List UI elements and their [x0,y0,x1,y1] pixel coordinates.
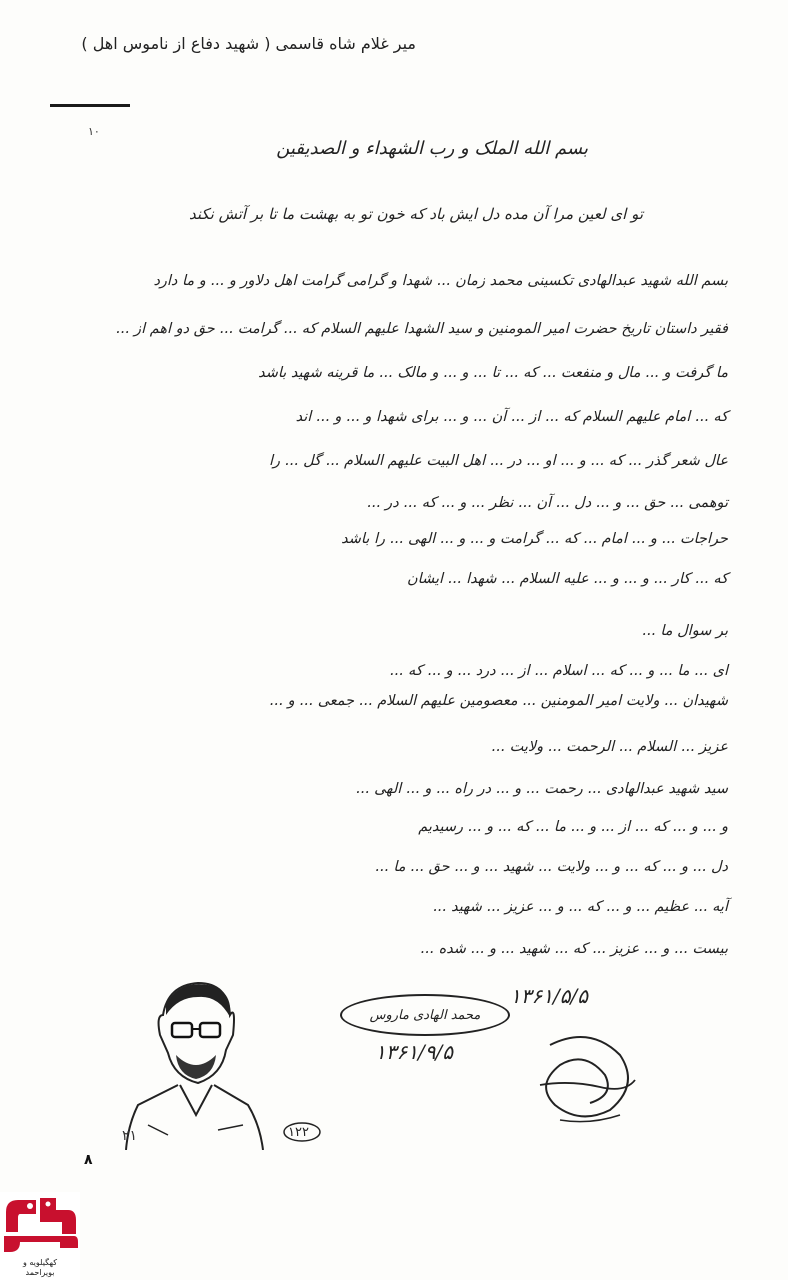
signature-date-top: ۱۳۶۱/۵/۵ [510,984,588,1008]
document-number-text: ۱۲۲ [288,1125,309,1140]
letter-line: دل ... و ... که ... و ... ولایت ... شهید ... و ... حق ... ما ... [374,859,728,875]
signature-name: محمد الهادی ماروس [369,1007,481,1023]
portrait-sketch [118,975,268,1150]
letter-line: ای ... ما ... و ... که ... اسلام ... از ... درد ... و ... که ... [389,663,728,679]
signature-date-bottom: ۱۳۶۱/۹/۵ [375,1040,453,1064]
letter-line: بسم الله شهید عبدالهادی تکسینی محمد زمان ... شهدا و گرامی گرامت اهل دلاور و ... و ما دارد [153,273,728,289]
verse-line: تو ای لعین مرا آن مده دل ایش باد که خون تو به بهشت ما تا بر آتش نکند [189,205,643,223]
basmala-heading: بسم الله الملک و رب الشهداء و الصدیقین [276,138,588,159]
letter-line: ما گرفت و ... مال و منفعت ... که ... تا ... و ... و مالک ... ما قرینه شهید باشد [258,365,728,381]
letter-line: که ... امام علیهم السلام که ... از ... آن ... و ... برای شهدا و ... و ... اند [295,409,728,425]
portrait-caption-mark: ۲۱ [122,1128,138,1144]
page-number: ۸ [84,1152,93,1168]
letter-line: بیست ... و ... عزیز ... که ... شهید ... و ... شده ... [420,941,728,957]
header-title: میر غلام شاه قاسمی ( شهید دفاع از ناموس اهل ) [81,34,416,53]
letter-line: و ... و ... که ... از ... و ... ما ... که ... و ... رسیدیم [418,819,728,835]
letter-line: عزیز ... السلام ... الرحمت ... ولایت ... [491,739,728,755]
letter-line: حراجات ... و ... امام ... که ... گرامت و ... و ... الهی ... را باشد [341,531,728,547]
handwritten-signature [520,1025,650,1130]
logo-subtext-line1: کهگیلویه و [22,1258,58,1267]
letter-line: توهمی ... حق ... و ... دل ... آن ... نظر ... و ... که ... در ... [366,495,728,511]
letter-line: سید شهید عبدالهادی ... رحمت ... و ... در راه ... و ... الهی ... [355,781,728,797]
letter-line: عال شعر گذر ... که ... و ... او ... در ... اهل البیت علیهم السلام ... گل ... را [269,453,728,469]
signature-name-oval [340,994,510,1036]
letter-line: بر سوال ما ... [641,623,728,639]
top-margin-mark: ۱۰ [88,125,100,138]
letter-line: که ... کار ... و ... و ... علیه السلام ... شهدا ... ایشان [406,571,728,587]
logo-subtext-line2: بویراحمد [25,1268,55,1277]
document-number [288,1125,309,1140]
letter-line: فقیر داستان تاریخ حضرت امیر المومنین و سید الشهدا علیهم السلام که ... گرامت ... حق دو اهم از ... [115,321,728,337]
letter-line: شهیدان ... ولایت امیر المومنین ... معصومین علیهم السلام ... جمعی ... و ... [269,693,728,709]
letter-line: آیه ... عظیم ... و ... که ... و ... عزیز ... شهید ... [432,899,728,915]
navid-shahed-logo [0,1192,80,1280]
